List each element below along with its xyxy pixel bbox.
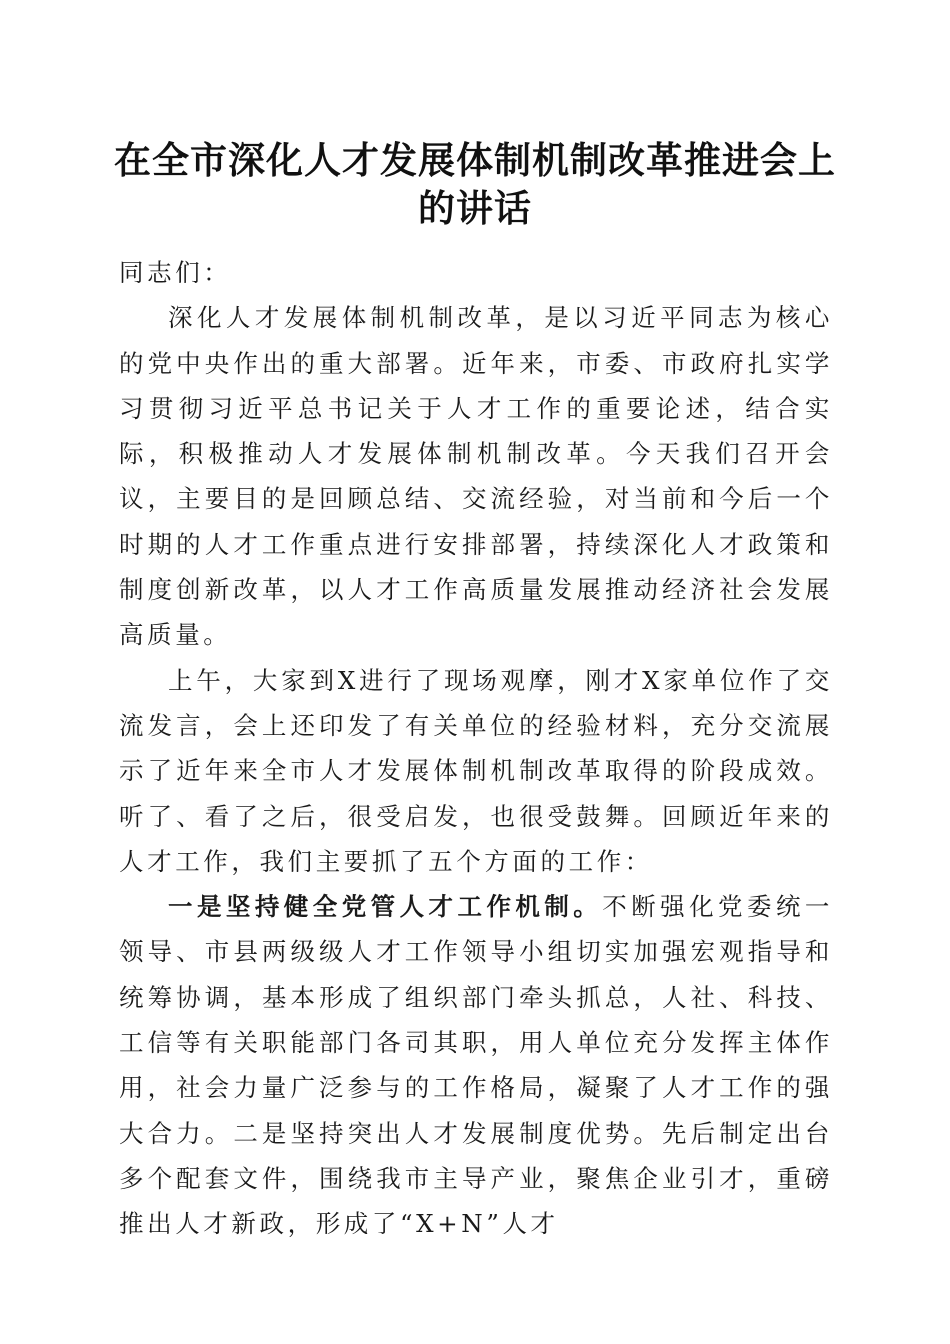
document-title: 在全市深化人才发展体制机制改革推进会上的讲话 [114,138,836,230]
paragraph-work-items [119,884,833,1246]
paragraph-lead-heading: 一是坚持健全党管人才工作机制。 [168,892,603,922]
paragraph-review [119,658,833,884]
document-body [119,250,833,1247]
paragraph-text: 上午，大家到X进行了现场观摩，刚才X家单位作了交流发言，会上还印发了有关单位的经验材料，充分交流展示了近年来全市人才发展体制机制改革取得的阶段成效。听了、看了之后，很受启发，也很受鼓舞。回顾近年来的人才工作，我们主要抓了五个方面的工作： [119,665,833,876]
paragraph-intro [119,295,833,657]
paragraph-text: 不断强化党委统一领导、市县两级级人才工作领导小组切实加强宏观指导和统筹协调，基本形成了组织部门牵头抓总，人社、科技、工信等有关职能部门各司其职，用人单位充分发挥主体作用，社会力量广泛参与的工作格局，凝聚了人才工作的强大合力。二是坚持突出人才发展制度优势。先后制定出台多个配套文件，围绕我市主导产业，聚焦企业引才，重磅推出人才新政，形成了“X+N”人才 [119,892,833,1239]
paragraph-text: 深化人才发展体制机制改革，是以习近平同志为核心的党中央作出的重大部署。近年来，市委、市政府扎实学习贯彻习近平总书记关于人才工作的重要论述，结合实际，积极推动人才发展体制机制改革。今天我们召开会议，主要目的是回顾总结、交流经验，对当前和今后一个时期的人才工作重点进行安排部署，持续深化人才政策和制度创新改革，以人才工作高质量发展推动经济社会发展高质量。 [119,303,833,650]
salutation: 同志们： [119,258,232,287]
